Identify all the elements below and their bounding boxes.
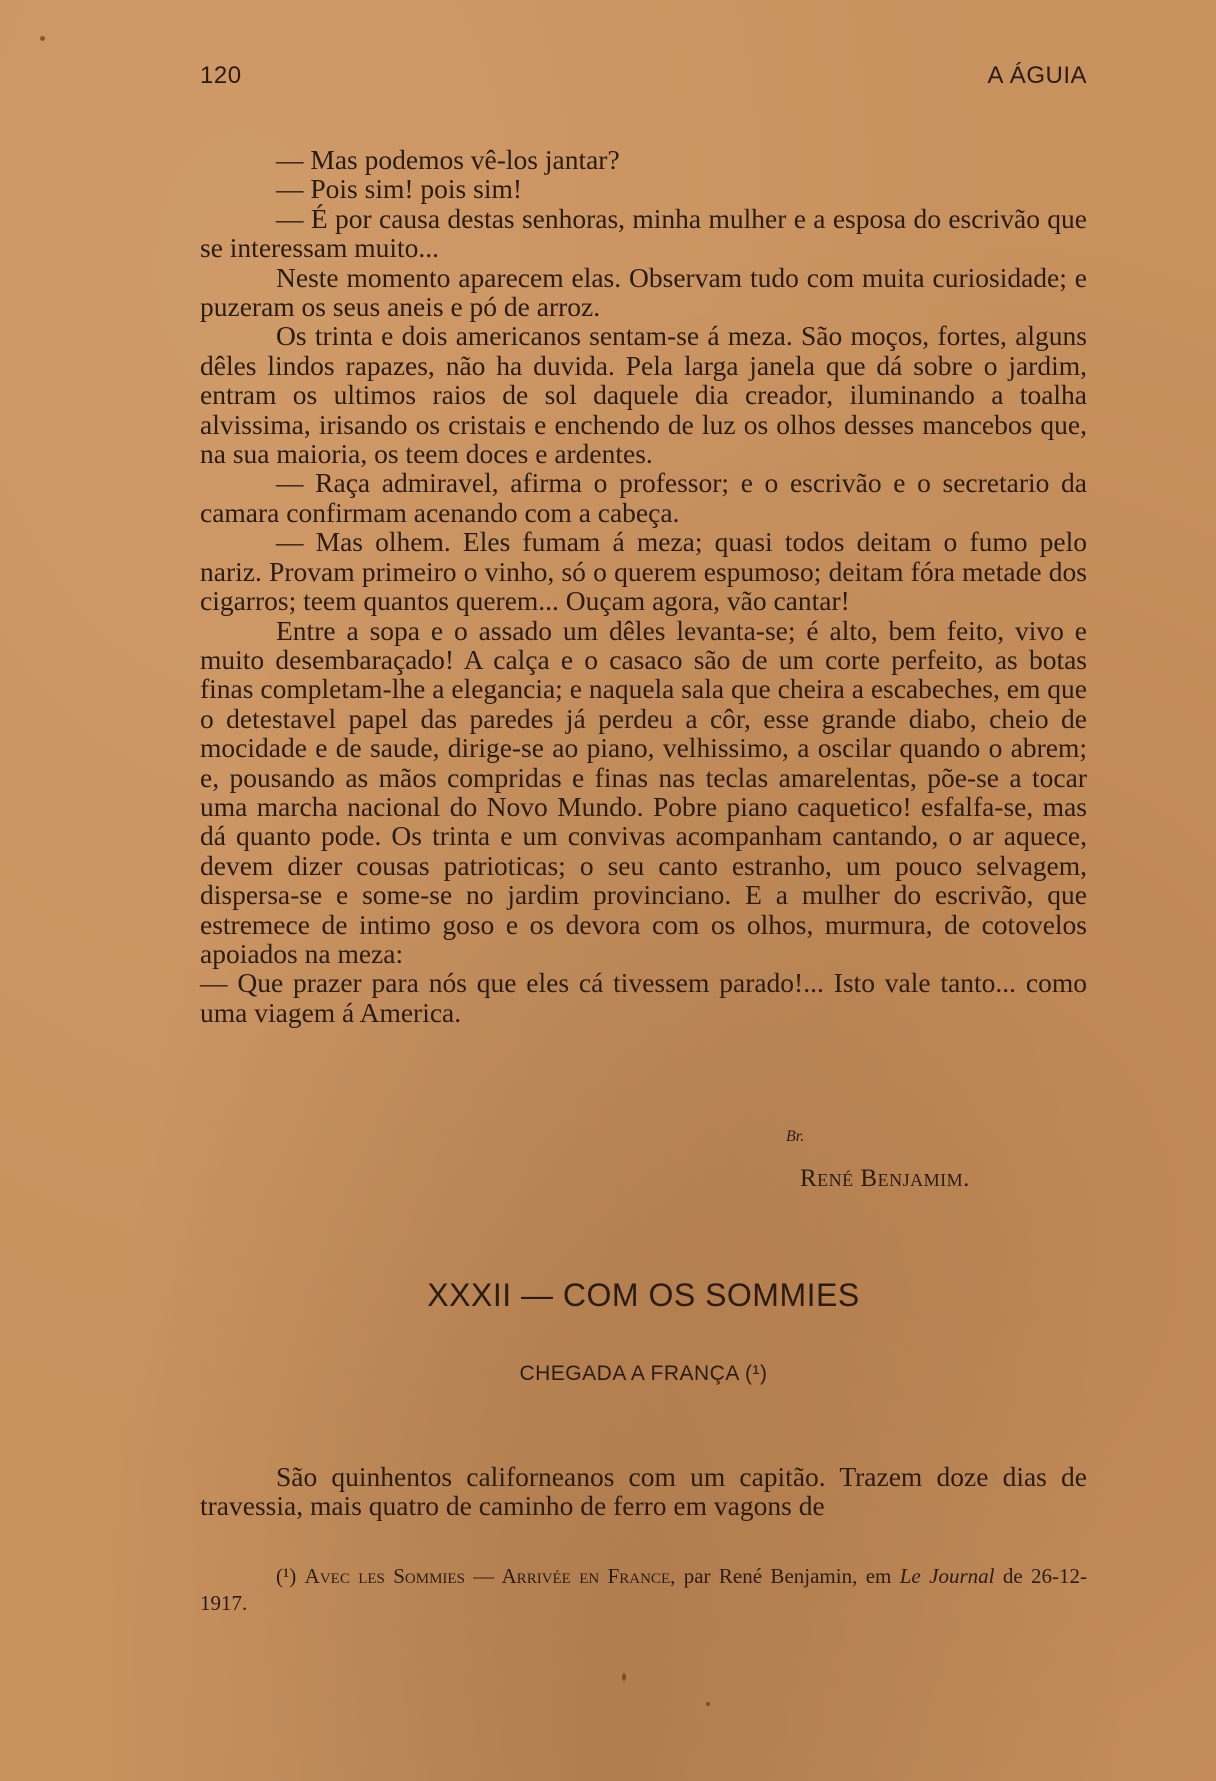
paragraph: — Pois sim! pois sim!: [276, 173, 523, 205]
author-signature: René Benjamim.: [800, 1165, 970, 1192]
paragraph: — Mas podemos vê-los jantar?: [276, 144, 620, 175]
footnote-marker: (¹): [276, 1564, 297, 1588]
signature-mark: Br.: [786, 1128, 805, 1145]
footnote-byline: par René Benjamin, em: [675, 1564, 900, 1588]
article-body: [200, 145, 1087, 1027]
chapter-subtitle: CHEGADA A FRANÇA (¹): [519, 1362, 768, 1385]
chapter-title: XXXII — COM OS SOMMIES: [427, 1277, 860, 1313]
paragraph: — Mas olhem. Eles fumam á meza; quasi todos deitam o fumo pelo nariz. Provam primeiro o vinho, só o querem espumoso; deitam fóra metade dos cigarros; teem quantos querem... Ouçam agora, vão cantar!: [200, 526, 1087, 617]
paragraph: — É por causa destas senhoras, minha mulher e a esposa do escrivão que se interessam muito...: [200, 202, 1087, 264]
ink-speck: [706, 1702, 710, 1706]
footnote-journal: Le Journal: [899, 1564, 995, 1588]
ink-speck: [40, 36, 45, 41]
signature-block: [200, 1128, 1087, 1198]
page-number: 120: [200, 62, 242, 89]
paragraph: — Raça admiravel, afirma o professor; e o escrivão e o secretario da camara confirmam acenando com a cabeça.: [200, 467, 1087, 528]
paragraph: — Que prazer para nós que eles cá tivessem parado!... Isto vale tanto... como uma viagem á America.: [200, 967, 1087, 1028]
running-head: [200, 62, 1087, 94]
footnote: [200, 1563, 1087, 1617]
chapter-opening: [200, 1462, 1087, 1521]
paragraph: Entre a sopa e o assado um dêles levanta-se; é alto, bem feito, vivo e muito desembaraçado! A calça e o casaco são de um corte perfeito, as botas finas completam-lhe a elegancia; e naquela sala que cheira a escabeches, em que o detestavel papel das paredes já perdeu a côr, esse grande diabo, cheio de mocidade e de saude, dirige-se ao piano, velhissimo, a oscilar quando o abrem; e, pousando as mãos compridas e finas nas teclas amarelentas, põe-se a tocar uma marcha nacional do Novo Mundo. Pobre piano caquetico! esfalfa-se, mas dá quanto pode. Os trinta e um convivas acompanham cantando, o ar aquece, devem dizer cousas patrioticas; o seu canto estranho, um pouco selvagem, dispersa-se e some-se no jardim provinciano. E a mulher do escrivão, que estremece de intimo goso e os devora com os olhos, murmura, de cotovelos apoiados na meza:: [200, 614, 1087, 969]
paragraph: São quinhentos californeanos com um capitão. Trazem doze dias de travessia, mais quatro de caminho de ferro em vagons de: [200, 1461, 1087, 1522]
footnote-date: de 26-12-1917.: [200, 1564, 1088, 1615]
footnote-source-title: Avec les Sommies — Arrivée en France,: [304, 1564, 676, 1588]
journal-title: A ÁGUIA: [987, 62, 1087, 89]
ink-speck: [622, 1673, 626, 1681]
paragraph: Neste momento aparecem elas. Observam tudo com muita curiosidade; e puzeram os seus aneis e pó de arroz.: [200, 261, 1087, 323]
paragraph: Os trinta e dois americanos sentam-se á meza. São moços, fortes, alguns dêles lindos rapazes, não ha duvida. Pela larga janela que dá sobre o jardim, entram os ultimos raios de sol daquele dia creador, iluminando a toalha alvissima, irisando os cristais e enchendo de luz os olhos desses mancebos que, na sua maioria, os teem doces e ardentes.: [200, 320, 1087, 470]
